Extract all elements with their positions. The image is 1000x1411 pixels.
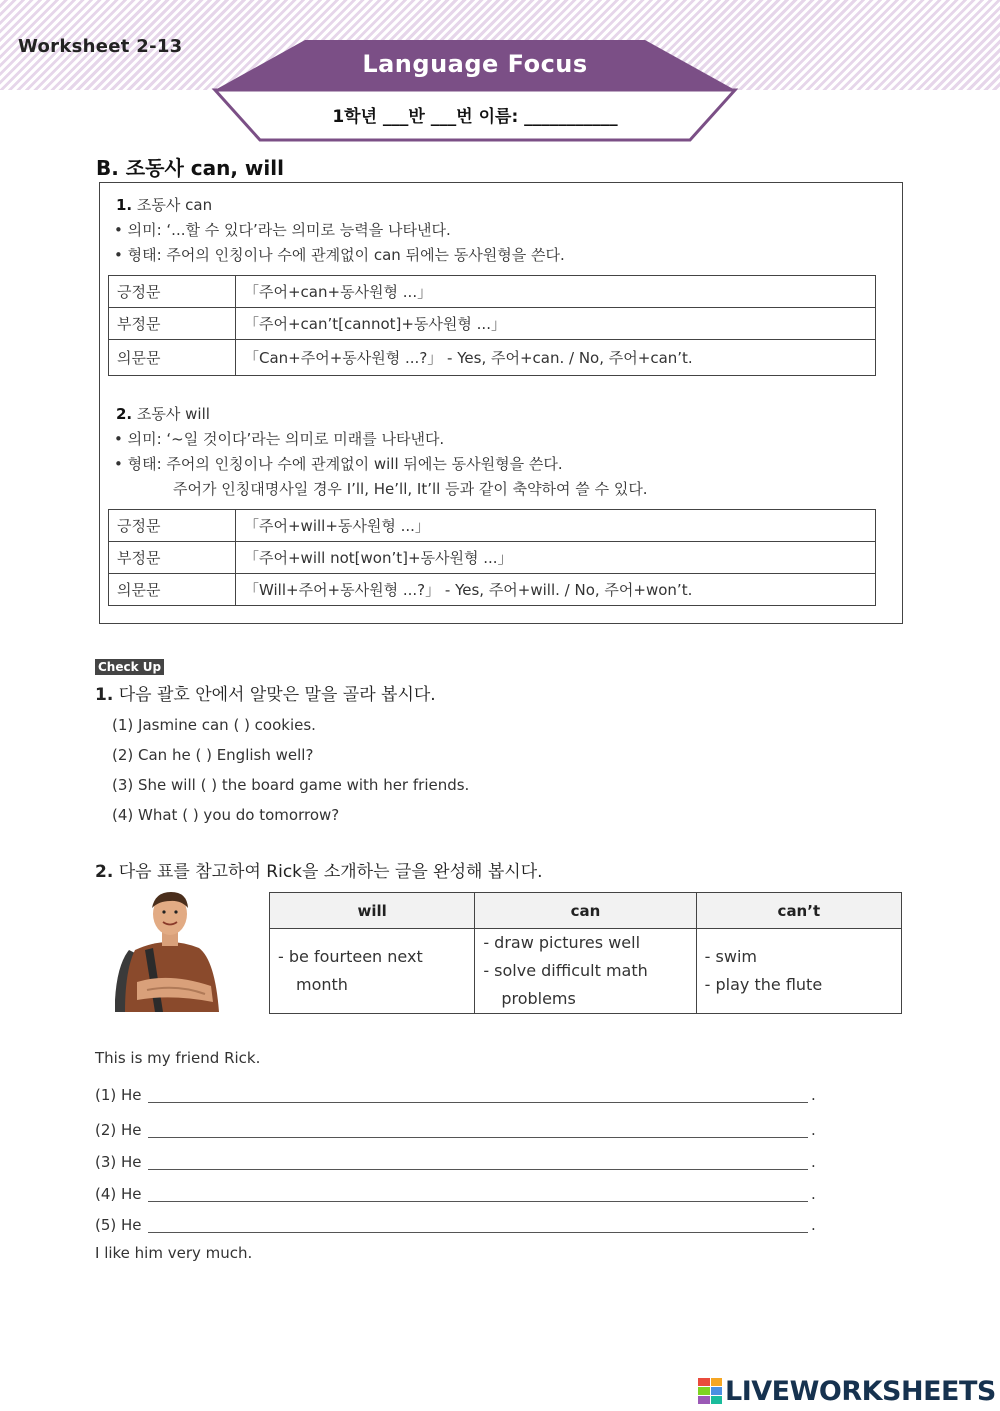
liveworksheets-logo-icon — [698, 1378, 722, 1404]
section-title: B. 조동사 can, will — [96, 156, 284, 180]
will-heading-number: 2. — [116, 405, 133, 423]
row-label: 부정문 — [109, 542, 236, 574]
header-will: will — [270, 893, 475, 929]
answer-label: (1) He — [95, 1086, 142, 1104]
can-item: - draw pictures well — [483, 933, 641, 952]
row-pattern: 「주어+will+동사원형 ...」 — [236, 510, 876, 542]
worksheet-number: Worksheet 2-13 — [18, 36, 183, 57]
question-1-item-2[interactable]: (2) Can he ( ) English well? — [112, 746, 314, 764]
can-meaning: • 의미: ‘...할 수 있다’라는 의미로 능력을 나타낸다. — [114, 221, 451, 239]
can-table — [108, 275, 876, 376]
row-pattern: 「주어+can+동사원형 ...」 — [236, 276, 876, 308]
row-pattern: 「Can+주어+동사원형 ...?」 - Yes, 주어+can. / No, 주어+can’t. — [236, 340, 876, 376]
cant-item: - play the flute — [704, 975, 823, 994]
will-heading — [116, 403, 210, 424]
answer-blank[interactable] — [148, 1201, 808, 1202]
period: . — [811, 1216, 816, 1234]
page-title: Language Focus — [362, 50, 588, 78]
question-1-item-1[interactable]: (1) Jasmine can ( ) cookies. — [112, 716, 316, 734]
can-heading-number: 1. — [116, 196, 133, 214]
answer-label: (4) He — [95, 1185, 142, 1203]
can-item: - solve difficult math problems — [483, 961, 648, 1008]
intro-sentence: This is my friend Rick. — [95, 1049, 261, 1067]
logo-block — [711, 1378, 723, 1386]
grammar-box — [99, 182, 903, 624]
will-meaning: • 의미: ‘~일 것이다’라는 의미로 미래를 나타낸다. — [114, 430, 445, 448]
row-label: 긍정문 — [109, 276, 236, 308]
answer-blank[interactable] — [148, 1102, 808, 1103]
will-item: - be fourteen next month — [278, 947, 423, 994]
row-label: 의문문 — [109, 340, 236, 376]
answer-blank[interactable] — [148, 1137, 808, 1138]
question-2-title — [95, 857, 543, 882]
closing-sentence: I like him very much. — [95, 1244, 253, 1262]
row-label: 의문문 — [109, 574, 236, 606]
will-form-note: 주어가 인칭대명사일 경우 I’ll, He’ll, It’ll 등과 같이 축약하여 쓸 수 있다. — [173, 480, 648, 498]
table-header-row — [270, 893, 902, 929]
brand-name: LIVEWORKSHEETS — [725, 1375, 996, 1407]
can-form: • 형태: 주어의 인칭이나 수에 관계없이 can 뒤에는 동사원형을 쓴다. — [114, 246, 565, 264]
logo-block — [698, 1387, 710, 1395]
table-row — [270, 929, 902, 1014]
question-2-number: 2. — [95, 862, 114, 882]
logo-block — [698, 1396, 710, 1404]
header-cant: can’t — [696, 893, 901, 929]
logo-block — [711, 1396, 723, 1404]
can-cell — [475, 929, 696, 1014]
period: . — [811, 1086, 816, 1104]
logo-block — [711, 1387, 723, 1395]
period: . — [811, 1121, 816, 1139]
logo-block — [698, 1378, 710, 1386]
can-heading — [116, 194, 212, 215]
question-1-text: 다음 괄호 안에서 알맞은 말을 골라 봅시다. — [118, 685, 436, 705]
row-pattern: 「Will+주어+동사원형 ...?」 - Yes, 주어+will. / No, 주어+won’t. — [236, 574, 876, 606]
table-row — [109, 574, 876, 606]
table-row — [109, 340, 876, 376]
row-label: 부정문 — [109, 308, 236, 340]
table-row — [109, 542, 876, 574]
question-1-number: 1. — [95, 685, 114, 705]
rick-photo — [107, 890, 232, 1012]
table-row — [109, 276, 876, 308]
table-row — [109, 308, 876, 340]
answer-row-3 — [95, 1153, 825, 1173]
row-pattern: 「주어+can’t[cannot]+동사원형 ...」 — [236, 308, 876, 340]
cant-item: - swim — [704, 947, 757, 966]
period: . — [811, 1153, 816, 1171]
answer-label: (5) He — [95, 1216, 142, 1234]
row-pattern: 「주어+will not[won’t]+동사원형 ...」 — [236, 542, 876, 574]
will-table — [108, 509, 876, 606]
answer-label: (2) He — [95, 1121, 142, 1139]
question-1-item-3[interactable]: (3) She will ( ) the board game with her friends. — [112, 776, 470, 794]
header-can: can — [475, 893, 696, 929]
student-name-line: 1학년 ___반 ___번 이름: ___________ — [332, 107, 618, 127]
answer-row-4 — [95, 1185, 825, 1205]
row-label: 긍정문 — [109, 510, 236, 542]
period: . — [811, 1185, 816, 1203]
question-2-text: 다음 표를 참고하여 Rick을 소개하는 글을 완성해 봅시다. — [118, 862, 543, 882]
answer-row-5 — [95, 1216, 825, 1236]
table-row — [109, 510, 876, 542]
can-heading-text: 조동사 can — [136, 196, 213, 214]
question-1-title — [95, 680, 436, 705]
will-heading-text: 조동사 will — [136, 405, 210, 423]
answer-row-1 — [95, 1086, 825, 1106]
will-form: • 형태: 주어의 인칭이나 수에 관계없이 will 뒤에는 동사원형을 쓴다. — [114, 455, 563, 473]
cant-cell — [696, 929, 901, 1014]
rick-table — [269, 892, 902, 1014]
checkup-badge: Check Up — [95, 659, 164, 675]
answer-row-2 — [95, 1121, 825, 1141]
question-1-item-4[interactable]: (4) What ( ) you do tomorrow? — [112, 806, 340, 824]
will-cell — [270, 929, 475, 1014]
answer-label: (3) He — [95, 1153, 142, 1171]
answer-blank[interactable] — [148, 1232, 808, 1233]
liveworksheets-brand[interactable] — [698, 1374, 996, 1408]
answer-blank[interactable] — [148, 1169, 808, 1170]
